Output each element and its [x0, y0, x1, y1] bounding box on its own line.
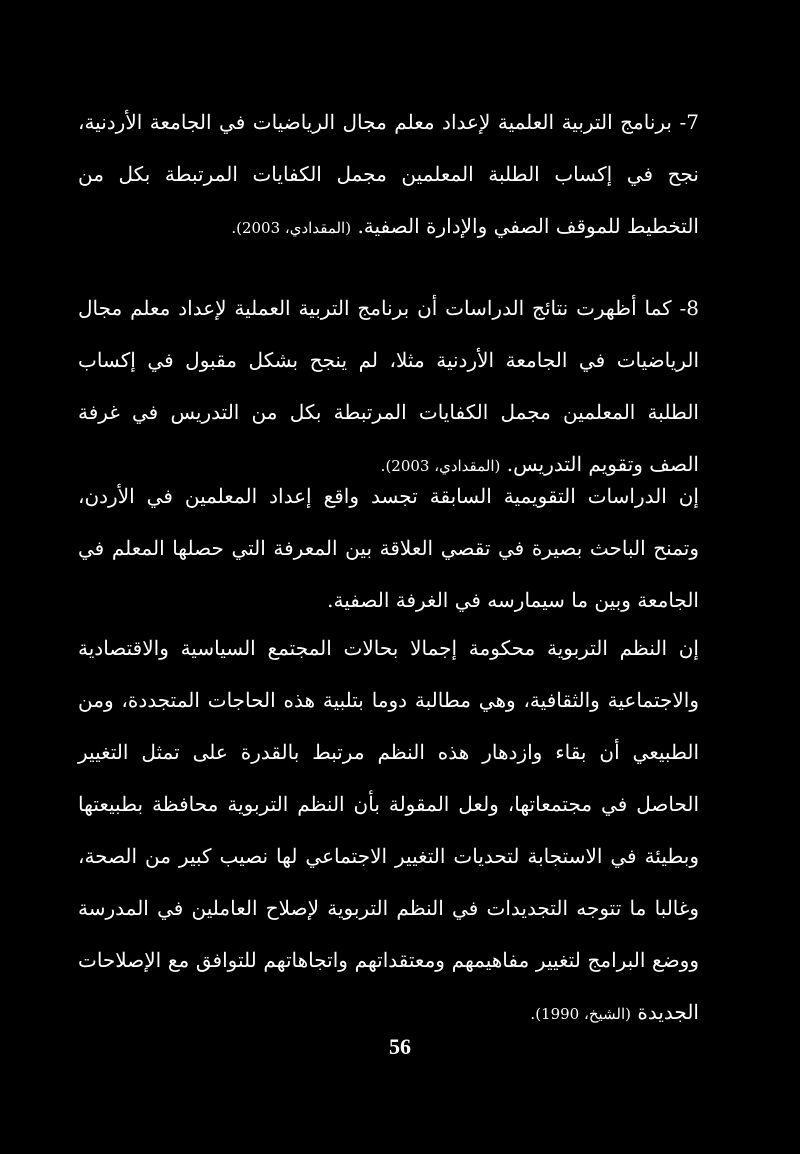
paragraph-text: إن الدراسات التقويمية السابقة تجسد واقع إعداد المعلمين في الأردن، وتمنح الباحث بصيرة في تقصي العلاقة بين المعرفة التي حصلها المعلم في الجامعة وبين ما سيمارسه في الغرفة الصفية.: [78, 484, 699, 612]
paragraph-text: كما أظهرت نتائج الدراسات أن برنامج التربية العملية لإعداد معلم مجال الرياضيات في الجامعة الأردنية مثلا، لم ينجح بشكل مقبول في إكساب الطلبة المعلمين مجمل الكفايات المرتبطة بكل من التدريس في غرفة الصف وتقويم التدريس.: [78, 296, 699, 476]
item-number: 7-: [672, 110, 699, 134]
citation: (المقدادي، 2003).: [231, 219, 352, 237]
page-number: 56: [389, 1034, 411, 1059]
paragraph-text: برنامج التربية العلمية لإعداد معلم مجال الرياضيات في الجامعة الأردنية، نجح في إكساب الطلبة المعلمين مجمل الكفايات المرتبطة بكل من التخطيط للموقف الصفي والإدارة الصفية.: [78, 110, 699, 238]
paragraph-evaluative-studies: [78, 470, 699, 626]
paragraph-educational-systems: [78, 622, 699, 1040]
paragraph-finding-7: [78, 96, 699, 254]
citation: (المقدادي، 2003).: [380, 457, 501, 475]
citation: (الشيخ، 1990).: [530, 1005, 632, 1023]
paragraph-text: إن النظم التربوية محكومة إجمالا بحالات المجتمع السياسية والاقتصادية والاجتماعية والثقافية، وهي مطالبة دوما بتلبية هذه الحاجات المتجددة، ومن الطبيعي أن بقاء وازدهار هذه النظم مرتبط بالقدرة على تمثل التغيير الحاصل في مجتمعاتها، ولعل المقولة بأن النظم التربوية محافظة بطبيعتها وبطيئة في الاستجابة لتحديات التغيير الاجتماعي لها نصيب كبير من الصحة، وغالبا ما تتوجه التجديدات في النظم التربوية لإصلاح العاملين في المدرسة ووضع البرامج لتغيير مفاهيمهم ومعتقداتهم واتجاهاتهم للتوافق مع الإصلاحات الجديدة: [78, 636, 699, 1024]
item-number: 8-: [671, 296, 699, 320]
paragraph-finding-8: [78, 282, 699, 492]
